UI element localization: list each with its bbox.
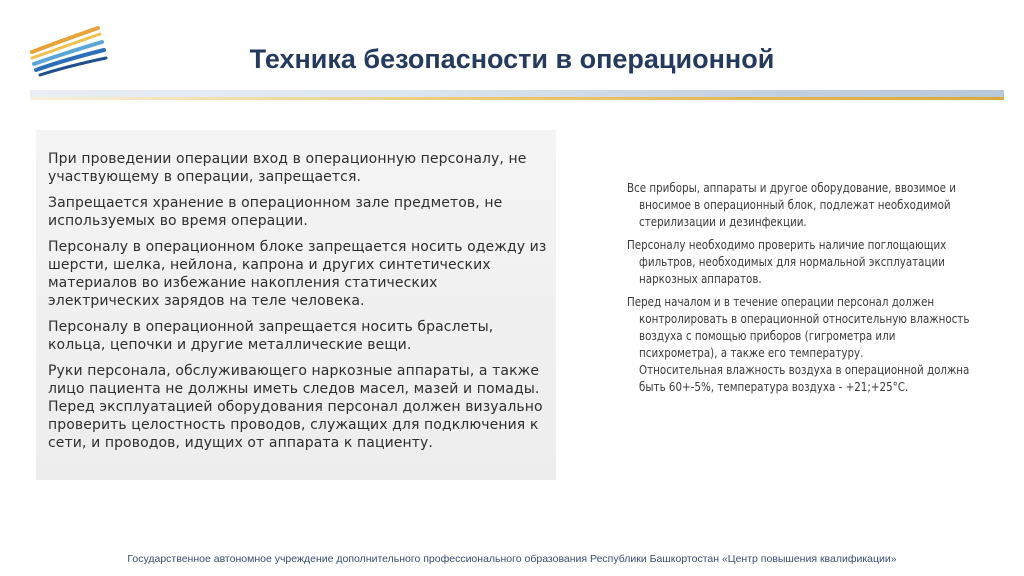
right-paragraph-body: фильтров, необходимых для нормальной эксплуатации наркозных аппаратов. (639, 255, 945, 286)
right-paragraph-body: контролировать в операционной относительную влажность воздуха с помощью приборов (гигрометра или психрометра), а также его температуру. (639, 312, 970, 360)
left-paragraph: Персоналу в операционном блоке запрещается носить одежду из шерсти, шелка, нейлона, капрона и других синтетических материалов во избежание накопления статических электрических зарядов на теле человека. (48, 239, 547, 309)
page-title: Техника безопасности в операционной (249, 44, 775, 74)
header-accent-line (30, 97, 1004, 100)
right-paragraph (627, 237, 974, 288)
left-paragraph: Запрещается хранение в операционном зале предметов, не используемых во время операции. (48, 195, 503, 229)
right-paragraph-body: вносимое в операционный блок, подлежат необходимой стерилизации и дезинфекции. (639, 198, 951, 229)
right-paragraph-extra: Относительная влажность воздуха в операционной должна быть 60+-5%, температура воздуха - +21;+25°С. (639, 363, 970, 394)
right-paragraph-first-line: Все приборы, аппараты и другое оборудование, ввозимое и (627, 181, 956, 195)
left-paragraph: Персоналу в операционной запрещается носить браслеты, кольца, цепочки и другие металлические вещи. (48, 319, 494, 353)
right-paragraph-first-line: Персоналу необходимо проверить наличие поглощающих (627, 238, 947, 252)
right-paragraph-first-line: Перед началом и в течение операции персонал должен (627, 295, 935, 309)
left-paragraph: Руки персонала, обслуживающего наркозные аппараты, а также лицо пациента не должны иметь следов масел, мазей и помады. Перед эксплуатацией оборудования персонал должен визуально проверить целостность проводов, служащих для подключения к сети, и проводов, идущих от аппарата к пациенту. (48, 363, 543, 451)
right-paragraph (627, 294, 974, 396)
right-text-block (627, 180, 977, 402)
left-text-block (48, 150, 548, 460)
left-paragraph: При проведении операции вход в операционную персоналу, не участвующему в операции, запрещается. (48, 151, 527, 185)
footer-organization: Государственное автономное учреждение дополнительного профессионального образования Республики Башкортостан «Центр повышения квалификации» (127, 553, 897, 565)
right-paragraph (627, 180, 974, 231)
